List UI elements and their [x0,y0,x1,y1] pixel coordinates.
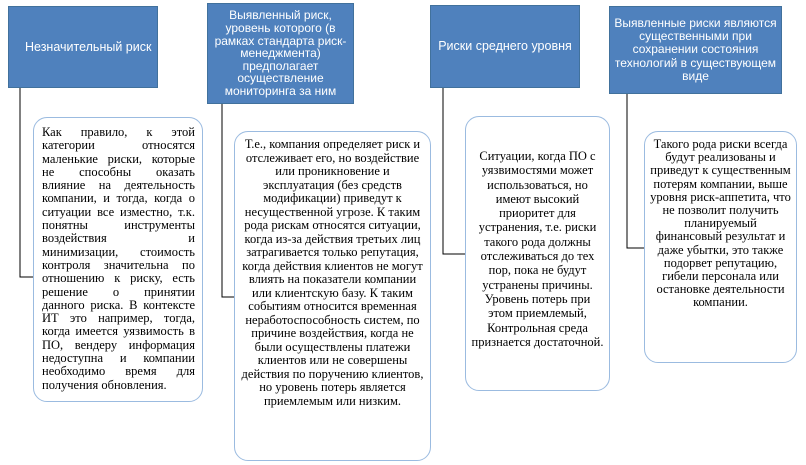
box-significant-risk [644,131,797,363]
connector-2 [222,104,234,297]
box-monitored-risk-text: Т.е., компания определяет риск и отслеживает его, но воздействие или проникновение и эксплуатация (без средств модификации) приведут к несущественной угрозе. К таким рода рискам относятся ситуации, когда из-за действия третьих лиц затрагивается только репутация, когда действия клиентов не могут влиять на показатели компании или клиентскую базу. К таким событиям относится временная неработоспособность систем, по причине воздействия, когда не были осуществлены платежи клиентов или не совершены действия по поручению клиентов, но уровень потерь является приемлемым или низким. [241,137,424,408]
header-medium-risk [430,5,580,88]
box-medium-risk [465,116,610,391]
header-monitored-risk [207,3,354,104]
header-monitored-risk-text: Выявленный риск, уровень которого (в рамках стандарта риск-менеджмента) предполагает осуществление мониторинга за ним [214,8,347,98]
box-medium-risk-text: Ситуации, когда ПО с уязвимостями может использоваться, но имеют высокий приоритет для устранения, т.е. риски такого рода должны отслеживаться до тех пор, пока не будут устранены причины. Уровень потерь при этом приемлемый, Контрольная среда признается достаточной. [471,149,604,349]
box-significant-risk-text: Такого рода риски всегда будут реализованы и приведут к существенным потерям компании, выше уровня риск-аппетита, что не позволит получить планируемый финансовый результат и даже убытки, это также подорвет репутацию, гибели персонала или остановке деятельности компании. [650,137,791,310]
header-medium-risk-text: Риски среднего уровня [438,39,572,53]
connector-3 [443,88,465,254]
box-monitored-risk [234,131,431,461]
header-insignificant-risk-text: Незначительный риск [25,39,152,54]
header-insignificant-risk [8,6,158,88]
connector-1 [20,88,33,277]
header-significant-risk-text: Выявленные риски являются существенными при сохранении состояния технологий в существующем виде [614,15,777,83]
box-insignificant-risk-text: Как правило, к этой категории относятся маленькие риски, которые не способны оказать влияние на деятельность компании, и тогда, когда о ситуации все изместно, т.к. понятны инструменты воздействия и минимизации, стоимость контроля значительна по отношению к риску, есть решение о принятии данного риска. В контексте ИТ это например, тогда, когда имеется уязвимость в ПО, вендеру информация недоступна и компании необходимо время для получения обновления. [42,125,195,392]
connector-4 [627,94,644,248]
header-significant-risk [609,6,782,94]
box-insignificant-risk [33,117,203,402]
